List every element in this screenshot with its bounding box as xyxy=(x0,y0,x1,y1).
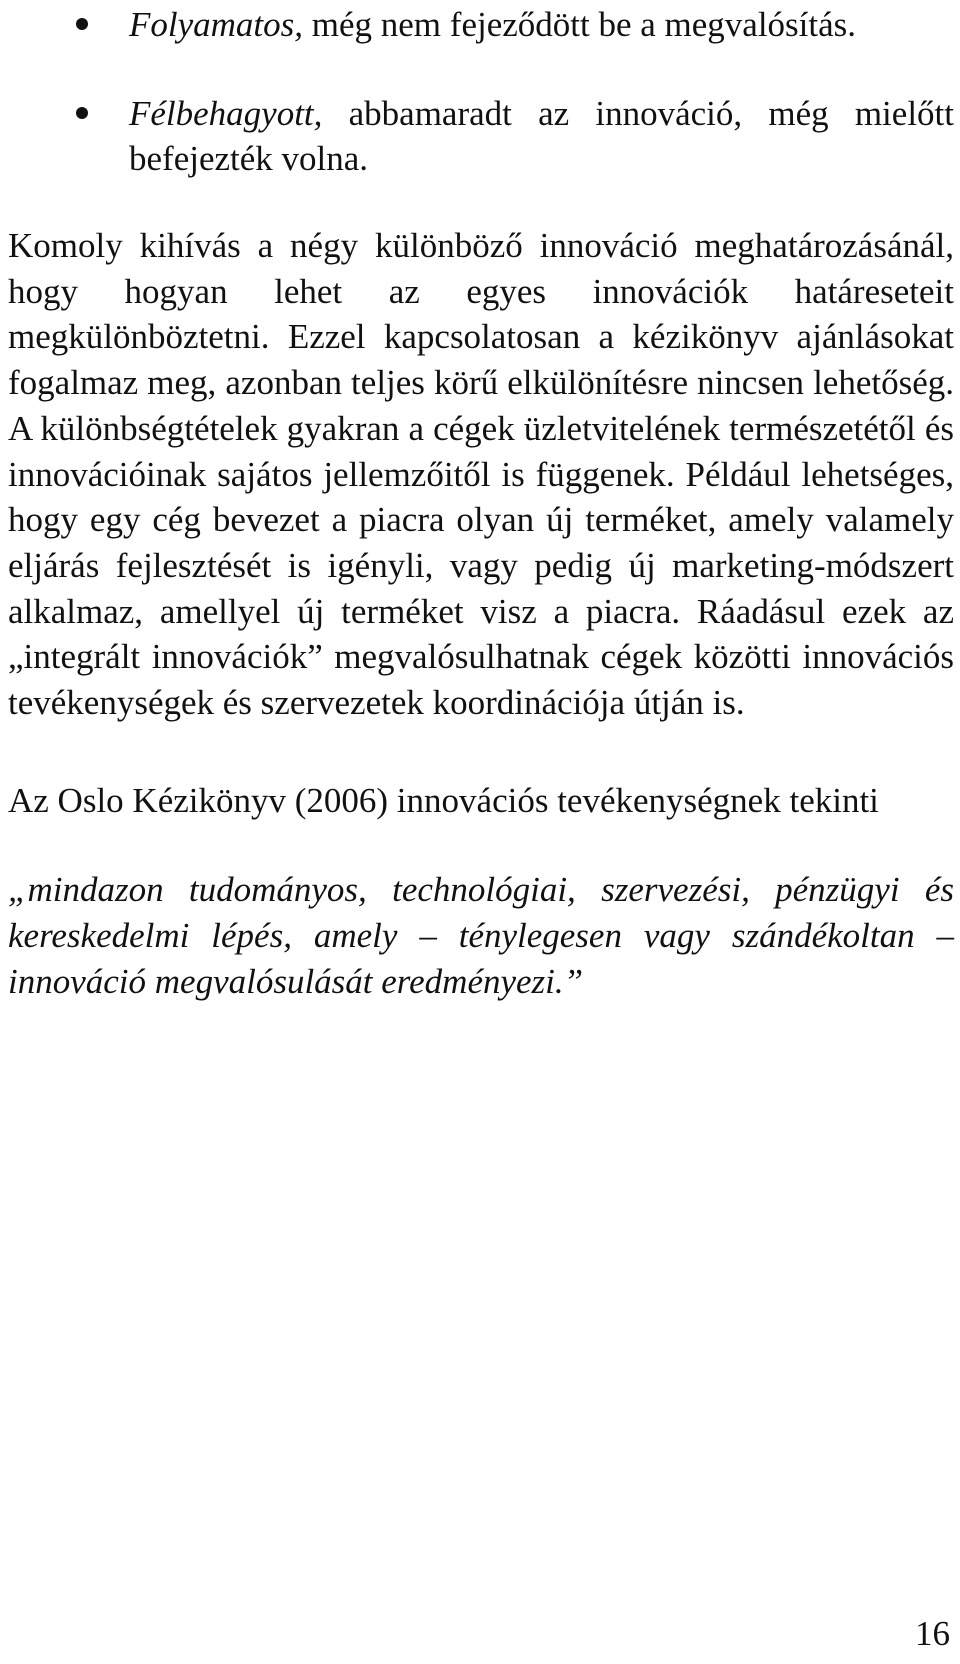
paragraph-quote: „mindazon tudományos, technológiai, szervezési, pénzügyi és kereskedelmi lépés, amely – ténylegesen vagy szándékoltan – innováció megvalósulását eredményezi.” xyxy=(8,870,954,1001)
list-item-term: Félbehagyott, xyxy=(129,94,323,133)
innovation-status-list xyxy=(8,2,954,181)
paragraph-oslo: Az Oslo Kézikönyv (2006) innovációs tevékenységnek tekinti xyxy=(8,780,879,820)
document-page xyxy=(8,0,954,1005)
paragraph-main: Komoly kihívás a négy különböző innováció meghatározásánál, hogy hogyan lehet az egyes innovációk határeseteit megkülönböztetni. Ezzel kapcsolatosan a kézikönyv ajánlásokat fogalmaz meg, azonban teljes körű elkülönítésre nincsen lehetőség. A különbségtételek gyakran a cégek üzletvitelének természetétől és innovációinak sajátos jellemzőitől is függenek. Például lehetséges, hogy egy cég bevezet a piacra olyan új terméket, amely valamely eljárás fejlesztését is igényli, vagy pedig új marketing-módszert alkalmaz, amellyel új terméket visz a piacra. Ráadásul ezek az „integrált innovációk” megvalósulhatnak cégek közötti innovációs tevékenységek és szervezetek koordinációja útján is. xyxy=(8,226,954,723)
list-item-term: Folyamatos, xyxy=(129,5,304,44)
list-item-text: abbamaradt az innováció, még mielőtt befejezték volna. xyxy=(129,94,954,178)
page-number: 16 xyxy=(915,1614,950,1653)
list-item xyxy=(8,2,954,47)
list-item xyxy=(8,91,954,181)
bullet-icon xyxy=(76,107,88,119)
bullet-icon xyxy=(76,18,88,30)
list-item-text: még nem fejeződött be a megvalósítás. xyxy=(303,5,857,44)
